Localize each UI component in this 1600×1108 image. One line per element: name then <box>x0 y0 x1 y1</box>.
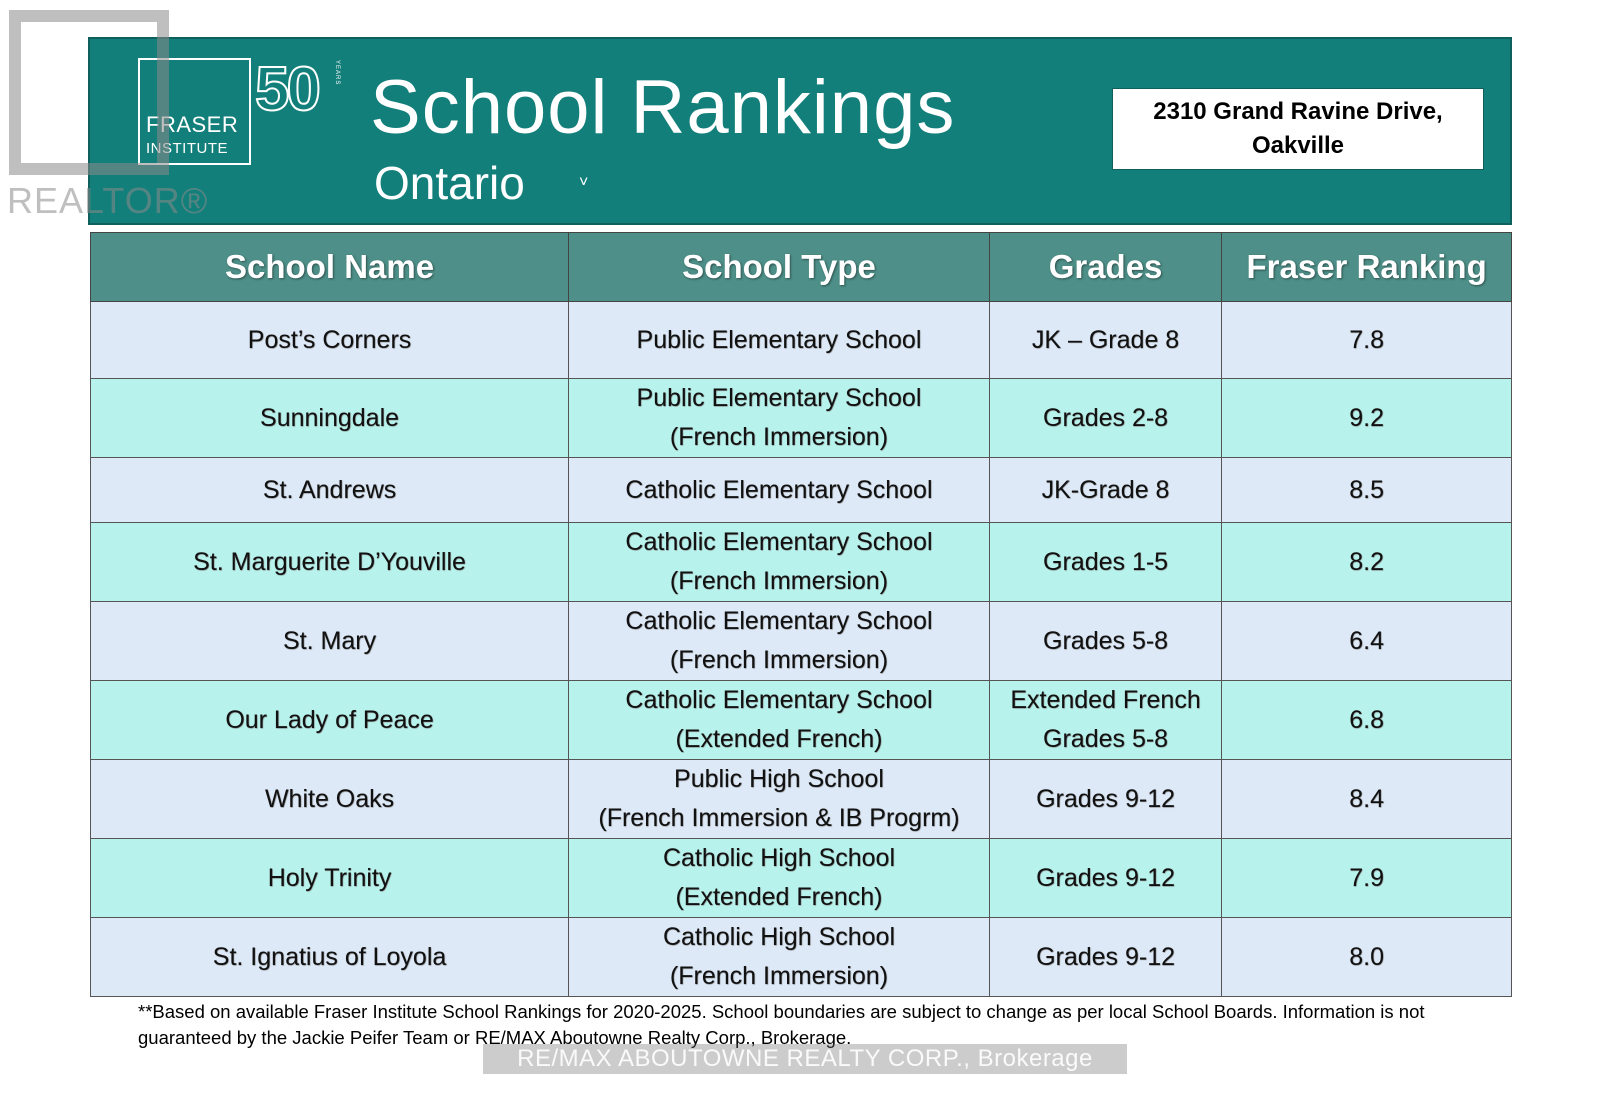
logo-text-fraser: FRASER <box>146 112 239 137</box>
grades: Grades 9-12 <box>989 839 1221 918</box>
grades: JK-Grade 8 <box>989 458 1221 523</box>
grades: JK – Grade 8 <box>989 302 1221 379</box>
school-type: Catholic Elementary School (French Immersion) <box>569 602 990 681</box>
address-line-1: 2310 Grand Ravine Drive, <box>1153 98 1443 125</box>
brokerage-watermark: RE/MAX ABOUTOWNE REALTY CORP., Brokerage <box>483 1044 1127 1074</box>
table-row <box>91 523 1512 602</box>
table-row <box>91 839 1512 918</box>
realtor-watermark-text: REALTOR® <box>7 180 209 221</box>
column-header-grades: Grades <box>989 233 1221 302</box>
region-subtitle: Ontario <box>374 157 525 209</box>
table-row <box>91 458 1512 523</box>
logo-text-institute: INSTITUTE <box>146 140 228 157</box>
table-row <box>91 918 1512 997</box>
school-type: Public Elementary School <box>569 302 990 379</box>
school-name: St. Ignatius of Loyola <box>91 918 569 997</box>
grades: Grades 9-12 <box>989 918 1221 997</box>
fraser-ranking: 6.4 <box>1222 602 1512 681</box>
school-name: Sunningdale <box>91 379 569 458</box>
table-row <box>91 602 1512 681</box>
fraser-ranking: 6.8 <box>1222 681 1512 760</box>
school-name: St. Mary <box>91 602 569 681</box>
address-line-2: Oakville <box>1251 132 1345 159</box>
page-title: School Rankings <box>370 65 956 150</box>
anniversary-50: 50 <box>255 55 318 124</box>
grades: Grades 9-12 <box>989 760 1221 839</box>
column-header-school-type: School Type <box>569 233 990 302</box>
school-type: Public High School (French Immersion & IB Progrm) <box>569 760 990 839</box>
grades: Extended French Grades 5-8 <box>989 681 1221 760</box>
school-type: Catholic Elementary School (French Immersion) <box>569 523 990 602</box>
table-row <box>91 760 1512 839</box>
table-row <box>91 681 1512 760</box>
table-row <box>91 379 1512 458</box>
disclaimer-footnote: **Based on available Fraser Institute School Rankings for 2020-2025. School boundaries are subject to change as per local School Boards. Information is not guaranteed by the Jackie Peifer Team or RE/MAX Aboutowne Realty Corp., Brokerage. <box>138 1001 1425 1048</box>
fraser-ranking: 8.5 <box>1222 458 1512 523</box>
grades: Grades 2-8 <box>989 379 1221 458</box>
fraser-ranking: 8.0 <box>1222 918 1512 997</box>
school-type: Catholic Elementary School <box>569 458 990 523</box>
school-name: Our Lady of Peace <box>91 681 569 760</box>
grades: Grades 1-5 <box>989 523 1221 602</box>
chevron-down-icon: ˅ <box>579 174 589 191</box>
fraser-ranking: 7.9 <box>1222 839 1512 918</box>
school-type: Catholic Elementary School (Extended French) <box>569 681 990 760</box>
fraser-ranking: 7.8 <box>1222 302 1512 379</box>
column-header-school-name: School Name <box>91 233 569 302</box>
table-header-row <box>91 233 1512 302</box>
school-name: St. Andrews <box>91 458 569 523</box>
realtor-logo-icon <box>9 10 169 175</box>
grades: Grades 5-8 <box>989 602 1221 681</box>
school-name: Post’s Corners <box>91 302 569 379</box>
table-row <box>91 302 1512 379</box>
fraser-ranking: 8.2 <box>1222 523 1512 602</box>
school-type: Catholic High School (Extended French) <box>569 839 990 918</box>
school-rankings-table <box>90 232 1512 997</box>
property-address-box <box>1112 88 1484 170</box>
school-name: Holy Trinity <box>91 839 569 918</box>
fraser-ranking: 9.2 <box>1222 379 1512 458</box>
column-header-fraser-ranking: Fraser Ranking <box>1222 233 1512 302</box>
school-type: Catholic High School (French Immersion) <box>569 918 990 997</box>
school-name: St. Marguerite D’Youville <box>91 523 569 602</box>
anniversary-years-label: YEARS <box>334 60 340 86</box>
school-type: Public Elementary School (French Immersion) <box>569 379 990 458</box>
school-name: White Oaks <box>91 760 569 839</box>
fraser-ranking: 8.4 <box>1222 760 1512 839</box>
